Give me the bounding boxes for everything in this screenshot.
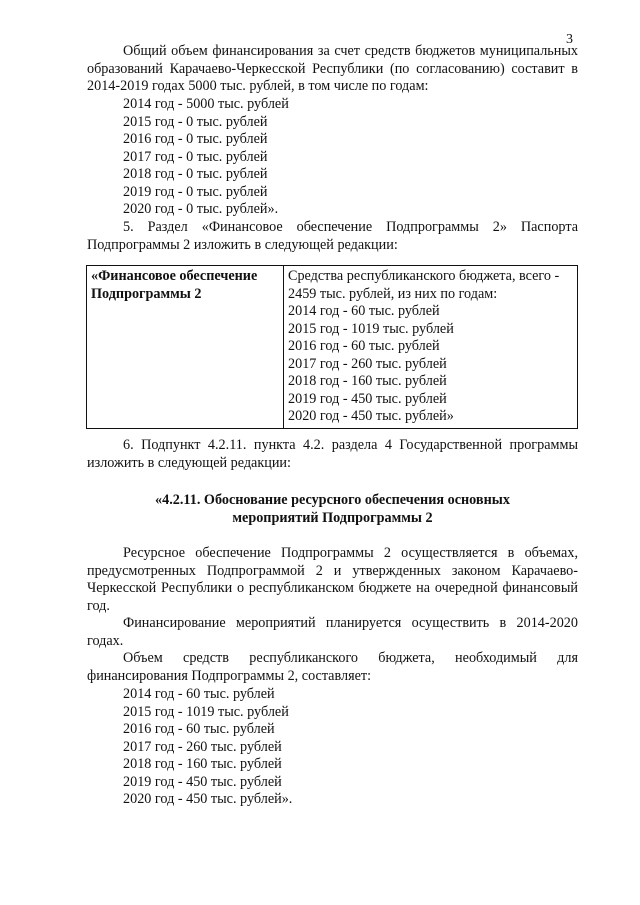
list-item: 2014 год - 5000 тыс. рублей <box>123 96 289 112</box>
section-heading <box>87 492 578 527</box>
heading-line-2: мероприятий Подпрограммы 2 <box>232 509 433 526</box>
list-item: 2017 год - 0 тыс. рублей <box>123 148 268 165</box>
table-cell-label: «Финансовое обеспечение Подпрограммы 2 <box>87 266 284 429</box>
list-item: 2018 год - 160 тыс. рублей <box>123 756 282 772</box>
list-item: 2015 год - 0 тыс. рублей <box>123 113 268 130</box>
table-row <box>87 266 578 429</box>
table-cell-values <box>284 266 578 429</box>
list-item: 2015 год - 1019 тыс. рублей <box>123 703 289 720</box>
intro-year-list <box>123 96 289 219</box>
list-item: 2018 год - 160 тыс. рублей <box>288 373 447 389</box>
list-item: 2014 год - 60 тыс. рублей <box>288 303 440 319</box>
page-number: 3 <box>566 32 573 47</box>
heading-line-1: «4.2.11. Обоснование ресурсного обеспечения основных <box>155 492 510 508</box>
list-item: 2015 год - 1019 тыс. рублей <box>288 320 454 337</box>
body-paragraph-2: Финансирование мероприятий планируется осуществить в 2014-2020 годах. <box>87 615 578 649</box>
list-item: 2018 год - 0 тыс. рублей <box>123 166 268 182</box>
table-intro-text: Средства республиканского бюджета, всего - 2459 тыс. рублей, из них по годам: <box>288 268 560 302</box>
body-year-list <box>123 686 292 809</box>
intro-paragraph: Общий объем финансирования за счет средств бюджетов муниципальных образований Карачаево-Черкесской Республики (по согласованию) составит в 2014-2019 годах 5000 тыс. рублей, в том числе по годам: <box>87 43 578 94</box>
list-item: 2020 год - 450 тыс. рублей» <box>288 408 454 424</box>
list-item: 2016 год - 60 тыс. рублей <box>123 721 275 737</box>
list-item: 2014 год - 60 тыс. рублей <box>123 686 275 702</box>
list-item: 2016 год - 60 тыс. рублей <box>288 338 440 354</box>
list-item: 2020 год - 0 тыс. рублей». <box>123 201 279 217</box>
section-5-paragraph: 5. Раздел «Финансовое обеспечение Подпрограммы 2» Паспорта Подпрограммы 2 изложить в следующей редакции: <box>87 219 578 253</box>
list-item: 2019 год - 0 тыс. рублей <box>123 183 268 200</box>
financing-table <box>86 265 578 429</box>
list-item: 2017 год - 260 тыс. рублей <box>123 738 282 755</box>
list-item: 2017 год - 260 тыс. рублей <box>288 355 447 372</box>
list-item: 2019 год - 450 тыс. рублей <box>288 390 447 407</box>
section-6-paragraph: 6. Подпункт 4.2.11. пункта 4.2. раздела 4 Государственной программы изложить в следующей редакции: <box>87 437 578 471</box>
list-item: 2016 год - 0 тыс. рублей <box>123 131 268 147</box>
list-item: 2020 год - 450 тыс. рублей». <box>123 791 293 807</box>
body-paragraph-3: Объем средств республиканского бюджета, необходимый для финансирования Подпрограммы 2, составляет: <box>87 650 578 684</box>
body-paragraph-1: Ресурсное обеспечение Подпрограммы 2 осуществляется в объемах, предусмотренных Подпрограммой 2 и утвержденных законом Карачаево-Черкесской Республики о республиканском бюджете на очередной финансовый год. <box>87 545 578 614</box>
list-item: 2019 год - 450 тыс. рублей <box>123 773 282 790</box>
